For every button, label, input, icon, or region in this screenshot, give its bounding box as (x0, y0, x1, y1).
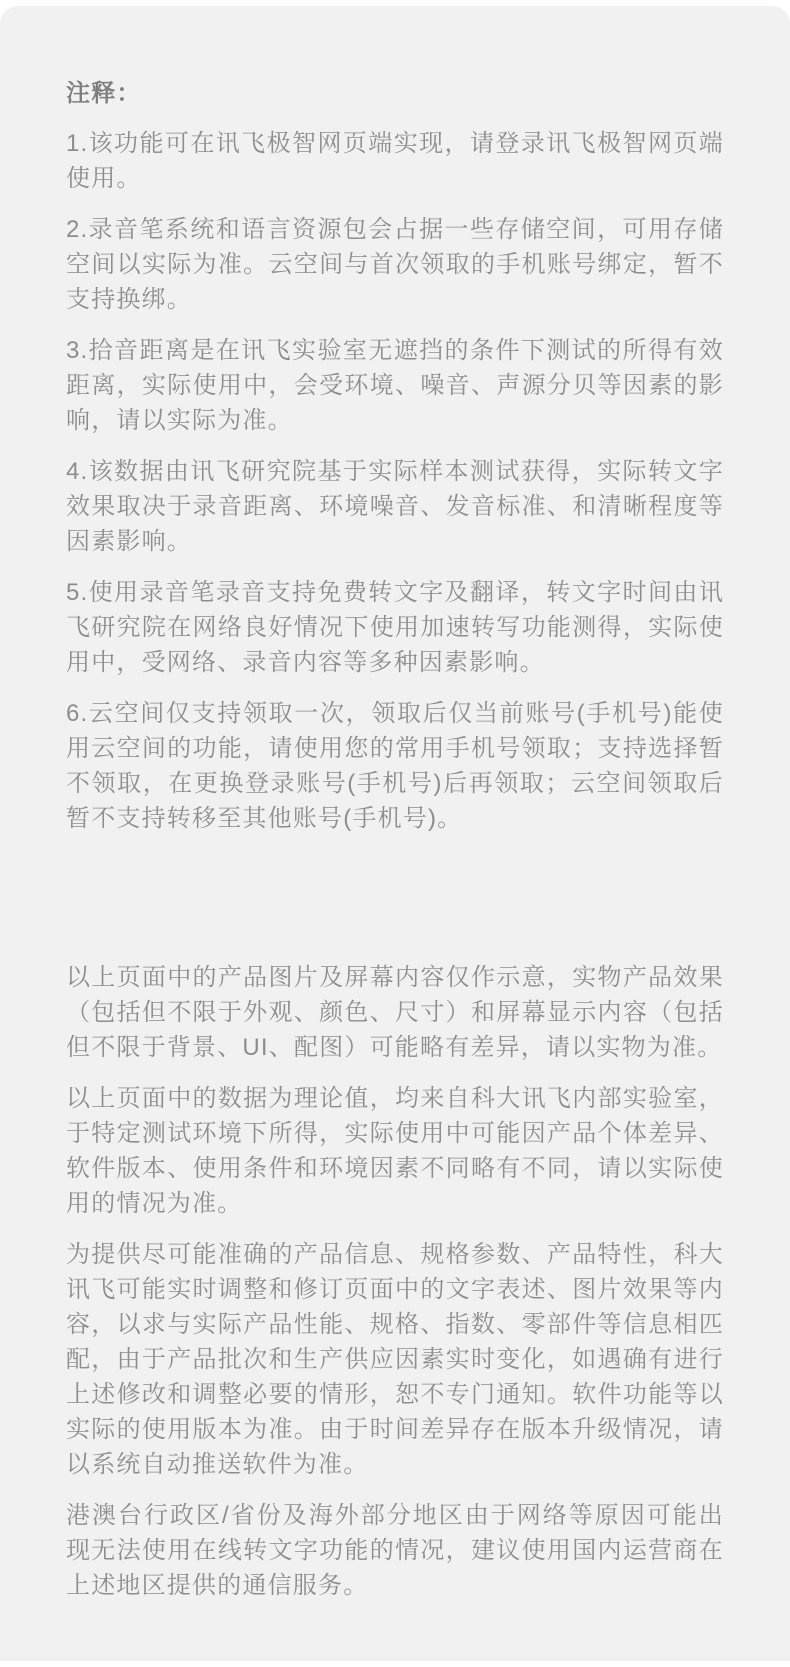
note-item-4: 4.该数据由讯飞研究院基于实际样本测试获得，实际转文字效果取决于录音距离、环境噪音、发音标准、和清晰程度等因素影响。 (66, 458, 724, 555)
disclaimer-paragraph-3: 为提供尽可能准确的产品信息、规格参数、产品特性，科大讯飞可能实时调整和修订页面中的文字表述、图片效果等内容，以求与实际产品性能、规格、指数、零部件等信息相匹配，由于产品批次和生产供应因素实时变化，如遇确有进行上述修改和调整必要的情形，恕不专门通知。软件功能等以实际的使用版本为准。由于时间差异存在版本升级情况，请以系统自动推送软件为准。 (66, 1241, 724, 1478)
note-item-1: 1.该功能可在讯飞极智网页端实现，请登录讯飞极智网页端使用。 (66, 130, 724, 192)
note-item-3: 3.拾音距离是在讯飞实验室无遮挡的条件下测试的所得有效距离，实际使用中，会受环境、噪音、声源分贝等因素的影响，请以实际为准。 (66, 337, 724, 434)
note-item-2: 2.录音笔系统和语言资源包会占据一些存储空间，可用存储空间以实际为准。云空间与首次领取的手机账号绑定，暂不支持换绑。 (66, 216, 724, 313)
notes-panel (0, 6, 790, 1661)
notes-content (66, 76, 724, 1603)
disclaimer-paragraph-2: 以上页面中的数据为理论值，均来自科大讯飞内部实验室，于特定测试环境下所得，实际使用中可能因产品个体差异、软件版本、使用条件和环境因素不同略有不同，请以实际使用的情况为准。 (66, 1085, 724, 1217)
note-item-5: 5.使用录音笔录音支持免费转文字及翻译，转文字时间由讯飞研究院在网络良好情况下使用加速转写功能测得，实际使用中，受网络、录音内容等多种因素影响。 (66, 579, 724, 676)
disclaimer-paragraph-1: 以上页面中的产品图片及屏幕内容仅作示意，实物产品效果（包括但不限于外观、颜色、尺寸）和屏幕显示内容（包括但不限于背景、UI、配图）可能略有差异，请以实物为准。 (66, 964, 724, 1061)
section-spacer (66, 852, 724, 960)
note-item-6: 6.云空间仅支持领取一次，领取后仅当前账号(手机号)能使用云空间的功能，请使用您的常用手机号领取；支持选择暂不领取，在更换登录账号(手机号)后再领取；云空间领取后暂不支持转移至其他账号(手机号)。 (66, 700, 724, 832)
notes-heading: 注释： (66, 80, 142, 107)
disclaimer-paragraph-4: 港澳台行政区/省份及海外部分地区由于网络等原因可能出现无法使用在线转文字功能的情况，建议使用国内运营商在上述地区提供的通信服务。 (66, 1502, 724, 1599)
